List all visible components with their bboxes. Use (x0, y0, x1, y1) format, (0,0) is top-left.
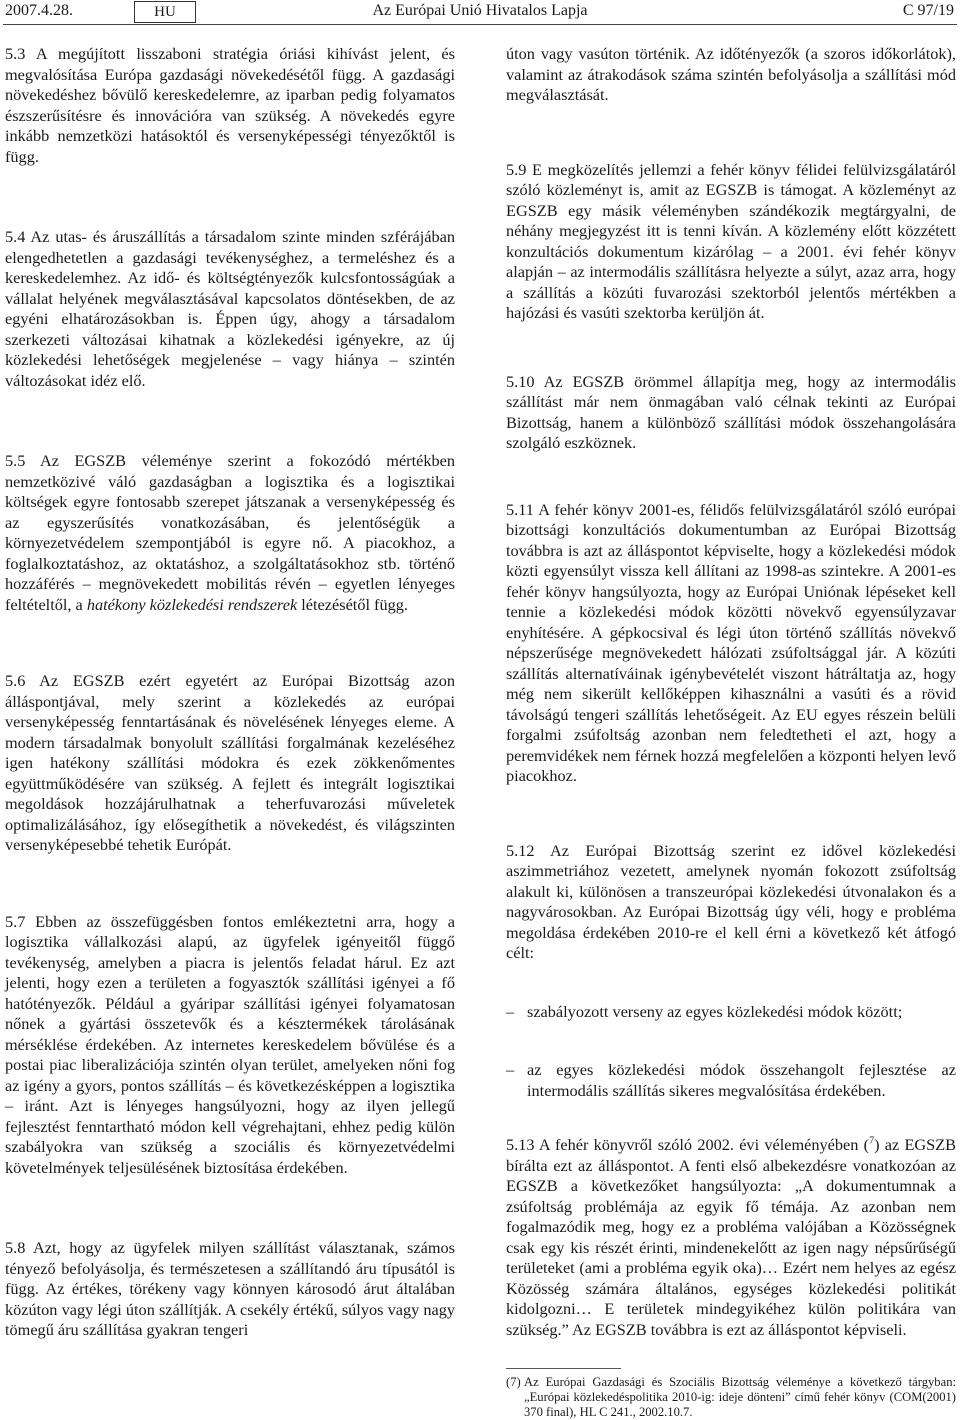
paragraph-5-9: 5.9 E megközelítés jellemzi a fehér könyv félidei felülvizsgálatáról szóló közleményt is, amit az EGSZB is támogat. A közleményt az EGSZB egy másik véleményben szándékozik megtárgyalni, de néhány megjegyzést itt is tenni kíván. A közlemény előtt közzétett konzultációs dokumentum kizárólag – a 2001. évi fehér könyv alapján – az intermodális szállításra helyezte a súlyt, azaz arra, hogy a szállítás a közúti fuvarozási szektorból jelentős mértékben a hajózási és vasúti szektorba kerüljön át. (506, 159, 956, 322)
publication-date: 2007.4.28. (5, 2, 73, 19)
paragraph-5-11: 5.11 A fehér könyv 2001-es, félidős felülvizsgálatáról szóló európai bizottsági konzultációs dokumentumban az Európai Bizottság továbbra is azt az álláspontot képviselte, hogy a közlekedési módok közti egyensúlyt vissza kell állítani az 1998-as szintekre. A 2001-es fehér könyv hangsúlyozta, hogy az Európai Uniónak lépéseket kell tennie a közlekedési módok közötti növekvő egyensúlyzavar enyhítésére. A gépkocsival és légi úton történő szállítás növekvő népszerűsége megnövekedett hálózati zsúfoltsággal jár. A közúti szállítás alternatíváinak igénybevételét viszont hátráltatja az, hogy még nem sikerült kellőképpen kihasználni a vasúti és a rövid távolságú tengeri szállítás lehetőségeit. Az EU egyes részein belüli forgalmi zsúfoltság azonban nem feledtetheti el azt, hogy a peremvidékek nem férnek hozzá megfelelően a központi helyen levő piacokhoz. (506, 499, 956, 785)
paragraph-5-6: 5.6 Az EGSZB ezért egyetért az Európai Bizottság azon álláspontjával, mely szerint a közlekedés az európai versenyképesség fenntartásának és növelésének lényeges eleme. A modern társadalmak bonyolult szállítási forgalmának kezeléséhez igen hatékony szállítási módokra és ezek zökkenőmentes együttműködésére van szükség. A fejlett és integrált logisztikai megoldások hozzájárulhatnak a teherfuvarozási műveletek optimalizálásához, így elősegíthetik a növekedést, és világszinten versenyképesebbé tehetik Európát. (5, 671, 455, 854)
paragraph-5-8: 5.8 Azt, hogy az ügyfelek milyen szállítást választanak, számos tényező befolyásolja, és természetesen a szállítandó áru típusától is függ. Az értékes, törékeny vagy könnyen károsodó árut általában közúton vagy légi úton szállítják. A csekély értékű, súlyos vagy nagy tömegű áru szállítása gyakran tengeri (5, 1238, 455, 1339)
header-rule (3, 24, 957, 25)
language-code-box: HU (134, 1, 196, 23)
footnote (506, 1375, 956, 1420)
right-column (506, 44, 956, 1420)
bullet-dash: – (506, 1001, 515, 1021)
bullet-item-1 (506, 1002, 956, 1023)
paragraph-5-5-italic: hatékony közlekedési rendszerek (86, 594, 298, 614)
paragraph-5-10: 5.10 Az EGSZB örömmel állapítja meg, hogy az intermodális szállítást már nem önmagában való célnak tekinti az Európai Bizottság, hanem a különböző szállítási módok összehangolására szolgáló eszköznek. (506, 371, 956, 452)
paragraph-5-13 (506, 1135, 956, 1340)
paragraph-5-12: 5.12 Az Európai Bizottság szerint ez idővel közlekedési aszimmetriához vezetett, amelynek nyomán fokozott zsúfoltság alakult ki, különösen a transzeurópai közlekedési útvonalakon és a nagyvárosokban. Az Európai Bizottság úgy véli, hogy e probléma megoldása érdekében 2010-re el kell érni a következő két átfogó célt: (506, 840, 956, 962)
paragraph-5-5-text: 5.5 Az EGSZB véleménye szerint a fokozódó mértékben nemzetközivé váló gazdaságban a logisztika és a logisztikai költségek egyre fontosabb szerepet játszanak a versenyképesség és az egyszerűsítés vonatkozásában, és jelentőségük a környezetvédelem szempontjából is egyre nő. A piacokhoz, a foglalkoztatáshoz, az oktatáshoz, a szolgáltatásokhoz stb. történő hozzáférés – megnövekedett mobilitás révén – egyetlen lényeges feltételtől, a (5, 451, 455, 614)
paragraph-5-8-continued: úton vagy vasúton történik. Az időtényezők (a szoros időkorlátok), valamint az átrakodások száma szintén befolyásolja a szállítási mód megválasztását. (506, 44, 956, 104)
page-header (0, 0, 960, 26)
paragraph-5-13-rest: ) az EGSZB bírálta ezt az álláspontot. A fenti első albekezdésre vonatkozóan az EGSZB a következőket hangsúlyozta: „A dokumentumnak a zsúfoltság problémája az egyik fő témája. Az azonban nem fogalmazódik meg, hogy ez a probléma valójában a Közösségnek csak egy kis részét érinti, mindenekelőtt az igen nagy népsűrűségű területeket (ami a probléma egyik oka)… Ezért nem helyes az egész Közösség számára általános, egységes közlekedési politikát kidolgozni… E területek mindegyikéhez külön politikára van szükség.” Az EGSZB továbbra is ezt az álláspontot képviseli. (506, 1135, 957, 1339)
footnote-reference: 7 (869, 1135, 875, 1147)
paragraph-5-5-end: létezésétől függ. (301, 594, 408, 614)
bullet-text-1: szabályozott verseny az egyes közlekedési módok között; (527, 1001, 903, 1021)
bullet-dash: – (506, 1060, 515, 1079)
paragraph-5-3: 5.3 A megújított lisszaboni stratégia óriási kihívást jelent, és megvalósítása Európa gazdasági növekedésétől függ. A gazdasági növekedéshez bővülő kereskedelemre, az iparban pedig folyamatos észszerűsítésre és innovációra van szükség. A növekedés egyre inkább nemzetközi hatásoktól és versenyképességi tényezőktől is függ. (5, 44, 455, 166)
bullet-item-2 (506, 1060, 956, 1101)
footnote-rule (506, 1368, 621, 1369)
left-column (5, 44, 455, 1341)
paragraph-5-5 (5, 451, 455, 615)
paragraph-5-4: 5.4 Az utas- és áruszállítás a társadalom szinte minden szférájában elengedhetetlen a gazdasági tevékenységhez, a termeléshez és a kereskedelemhez. Az idő- és költségtényezők kulcsfontosságúak a vállalat helyének megválasztásával kapcsolatos döntésekben, de az egyéni elhatározásokban is. Éppen úgy, ahogy a társadalom szerkezeti változásai kihatnak a közlekedési igényekre, az új közlekedési lehetőségek megjelenése – vagy hiánya – szintén változásokat idéz elő. (5, 227, 455, 390)
footnote-mark: (7) (506, 1375, 521, 1389)
journal-title: Az Európai Unió Hivatalos Lapja (372, 2, 588, 19)
paragraph-5-7: 5.7 Ebben az összefüggésben fontos emlékeztetni arra, hogy a logisztika vállalkozási alapú, az ügyfelek igényeitől függő tevékenység, amelyben a piacra is jelentős feladat hárul. Ez azt jelenti, hogy ezen a területen a fogyasztók szállítási igényei a fő hatótényezők. Például a gyáripar szállítási igényei folyamatosan nőnek a gyártási összetevők és a késztermékek tárolásának mérséklése érdekében. Az internetes kereskedelem bővülése és a postai piac liberalizációja szintén olyan terület, amelyeken nőni fog az igény a gyors, pontos szállítás – és következésképpen a logisztika – iránt. Azt is lényeges hangsúlyozni, hogy az ilyen jellegű fejlesztést fenntartható módon kell végrehajtani, ehhez pedig külön szabályokra van szükség a szociális és környezetvédelmi követelmények teljesülésének biztosítása érdekében. (5, 911, 455, 1177)
paragraph-5-13-text: 5.13 A fehér könyvről szóló 2002. évi véleményében ( (506, 1135, 870, 1154)
page-number: C 97/19 (902, 2, 954, 19)
footnote-text: Az Európai Gazdasági és Szociális Bizottság véleménye a következő tárgyban: „Európai közlekedéspolitika 2010-ig: ideje dönteni” című fehér könyv (COM(2001) 370 final), HL C 241., 2002.10.7. (524, 1375, 956, 1419)
bullet-text-2: az egyes közlekedési módok összehangolt fejlesztése az intermodális szállítás sikeres megvalósítása érdekében. (527, 1060, 956, 1100)
